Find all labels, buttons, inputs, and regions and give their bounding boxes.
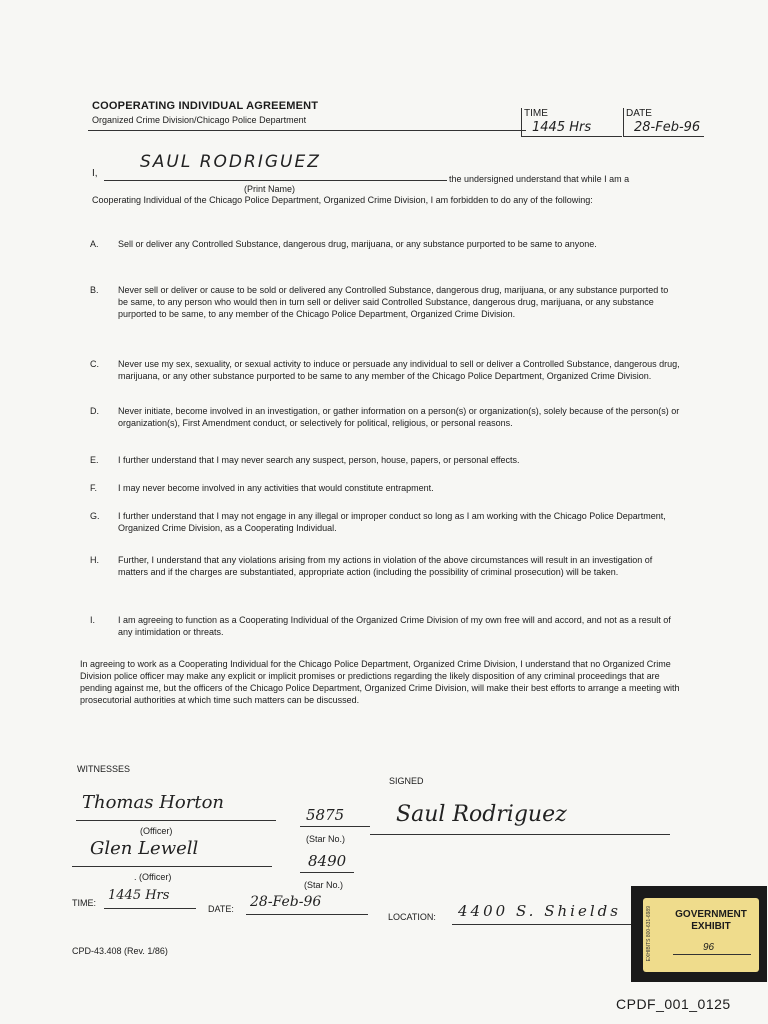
date-value-bottom: 28-Feb-96 [250,894,322,910]
time-value: 1445 Hrs [532,120,592,135]
item-text: I am agreeing to function as a Cooperating Individual of the Organized Crime Division of my own free will and accord, and not as a result of any intimidation or threats. [118,615,671,637]
signer-signature: Saul Rodriguez [396,802,567,827]
item-letter: I. [90,615,96,625]
location-line [452,924,632,925]
item-text: Sell or deliver any Controlled Substance, dangerous drug, marijuana, or any substance purported to be same to anyone. [118,239,597,249]
witnesses-label: WITNESSES [77,764,131,774]
intro-text: Cooperating Individual of the Chicago Police Department, Organized Crime Division, I am forbidden to do any of the following: [92,195,593,205]
exhibit-title: GOVERNMENT EXHIBIT [675,909,747,932]
exhibit-side-text: EXHIBITS 800-631-6989 [646,906,652,962]
time-label-bottom: TIME: [72,898,96,908]
item-letter: G. [90,511,100,521]
date-line [246,914,368,915]
item-letter: B. [90,285,99,295]
star2-line [300,872,354,873]
form-subtitle: Organized Crime Division/Chicago Police Department [92,115,307,125]
time-value-bottom: 1445 Hrs [108,888,170,903]
print-name-label: (Print Name) [244,184,296,194]
list-item [90,238,680,250]
time-box [521,108,622,137]
star1-label: (Star No.) [306,834,346,844]
star2-value: 8490 [308,852,347,870]
exhibit-number: 96 [703,942,715,953]
item-text: I further understand that I may never search any suspect, person, house, papers, or personal effects. [118,455,520,465]
time-line [104,908,196,909]
star1-line [300,826,370,827]
item-text: Never sell or deliver or cause to be sold or delivered any Controlled Substance, dangerous drug, marijuana, or any substance purported to be same, to any person who would then in turn sell or deliver said Controlled Substance, dangerous drug, marijuana, or any substance purported to be same, to any member of the Chicago Police Department, Organized Crime Division. [118,285,669,319]
name-line [104,180,447,181]
date-value: 28-Feb-96 [634,120,701,135]
date-label-bottom: DATE: [208,904,234,914]
officer2-line [72,866,272,867]
location-label: LOCATION: [388,912,436,922]
officer1-line [76,820,276,821]
item-letter: E. [90,455,99,465]
item-text: Further, I understand that any violations arising from my actions in violation of the above circumstances will result in an investigation of matters and if the charges are substantiated, appropriate action (including the possibility of criminal prosecution) will be taken. [118,555,653,577]
officer1-signature: Thomas Horton [82,792,224,813]
list-item [90,405,680,429]
list-item [90,454,680,466]
officer2-label: . (Officer) [134,872,172,882]
item-letter: H. [90,555,99,565]
exhibit-number-line [673,954,751,955]
officer2-signature: Glen Lewell [90,838,199,859]
name-continuation: the undersigned understand that while I am a [449,174,630,184]
handwritten-name: SAUL RODRIGUEZ [140,152,321,172]
item-text: Never use my sex, sexuality, or sexual activity to induce or persuade any individual to sell or deliver a Controlled Substance, dangerous drug, marijuana, or any other substance purported to be same to any member of the Chicago Police Department, Organized Crime Division. [118,359,680,381]
list-item [90,358,680,382]
list-item [90,614,680,638]
location-value: 4400 S. Shields [458,902,621,920]
date-label: DATE [626,108,652,119]
item-letter: F. [90,483,98,493]
header-rule [88,130,526,131]
item-letter: D. [90,406,99,416]
time-label: TIME [524,108,548,119]
list-item [90,482,680,494]
form-number: CPD-43.408 (Rev. 1/86) [72,946,168,956]
item-letter: A. [90,239,99,249]
closing-paragraph: In agreeing to work as a Cooperating Individual for the Chicago Police Department, Organized Crime Division, I understand that no Organized Crime Division police officer may make any explicit or implicit promises or predictions regarding the likely disposition of any criminal proceedings that are pending against me, but the officers of the Chicago Police Department, Organized Crime Division, will make their best efforts to arrange a meeting with prosecutorial authorities at which time such matters can be discussed. [80,659,680,705]
signer-line [370,834,670,835]
item-letter: C. [90,359,99,369]
signed-label: SIGNED [389,776,424,786]
star1-value: 5875 [306,806,345,824]
date-box [623,108,704,137]
item-text: I further understand that I may not engage in any illegal or improper conduct so long as I am working with the Chicago Police Department, Organized Crime Division, as a Cooperating Individual. [118,511,666,533]
exhibit-label-area [643,898,759,972]
star2-label: (Star No.) [304,880,344,890]
i-label: I, [92,168,98,179]
item-text: I may never become involved in any activities that would constitute entrapment. [118,483,434,493]
item-text: Never initiate, become involved in an investigation, or gather information on a person(s) or organization(s), solely because of the person(s) or organization(s), First Amendment conduct, or selectively for political, religious, or personal reasons. [118,406,680,428]
list-item [90,510,680,534]
bates-number: CPDF_001_0125 [616,996,731,1012]
list-item [90,284,680,320]
government-exhibit-sticker [631,886,767,982]
list-item [90,554,680,578]
form-title: COOPERATING INDIVIDUAL AGREEMENT [92,100,319,112]
officer1-label: (Officer) [140,826,173,836]
